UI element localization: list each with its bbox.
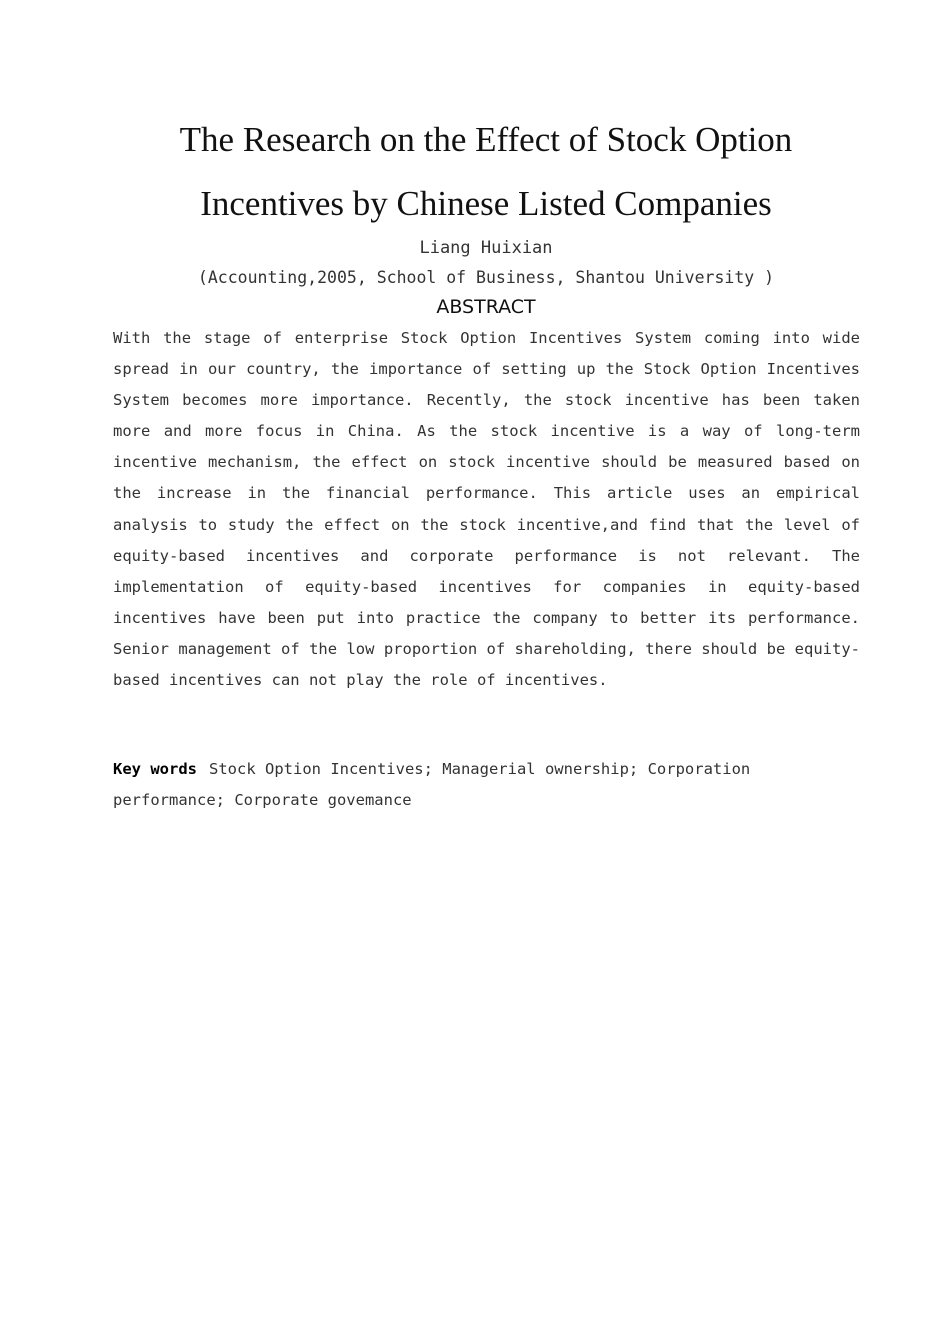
keywords-section xyxy=(113,754,860,816)
author-affiliation: (Accounting,2005, School of Business, Shantou University ) xyxy=(197,268,775,287)
title-line-2: Incentives by Chinese Listed Companies xyxy=(200,184,772,223)
abstract-text: With the stage of enterprise Stock Option Incentives System coming into wide spread in our country, the importance of setting up the Stock Option Incentives System becomes more importance. Recently, the stock incentive has been taken more and more focus in China. As the stock incentive is a way of long-term incentive mechanism, the effect on stock incentive should be measured based on the increase in the financial performance. This article uses an empirical analysis to study the effect on the stock incentive,and find that the level of equity-based incentives and corporate performance is not relevant. The implementation of equity-based incentives for companies in equity-based incentives have been put into practice the company to better its performance. Senior management of the low proportion of shareholding, there should be equity-based incentives can not play the role of incentives. xyxy=(113,329,860,690)
title-line-1: The Research on the Effect of Stock Option xyxy=(179,120,793,159)
author-name: Liang Huixian xyxy=(419,238,553,258)
keywords-text: Stock Option Incentives; Managerial ownership; Corporation performance; Corporate govemance xyxy=(113,760,751,810)
keywords-label: Key words xyxy=(113,760,197,778)
paper-title xyxy=(100,108,872,236)
abstract-heading: ABSTRACT xyxy=(436,296,536,318)
